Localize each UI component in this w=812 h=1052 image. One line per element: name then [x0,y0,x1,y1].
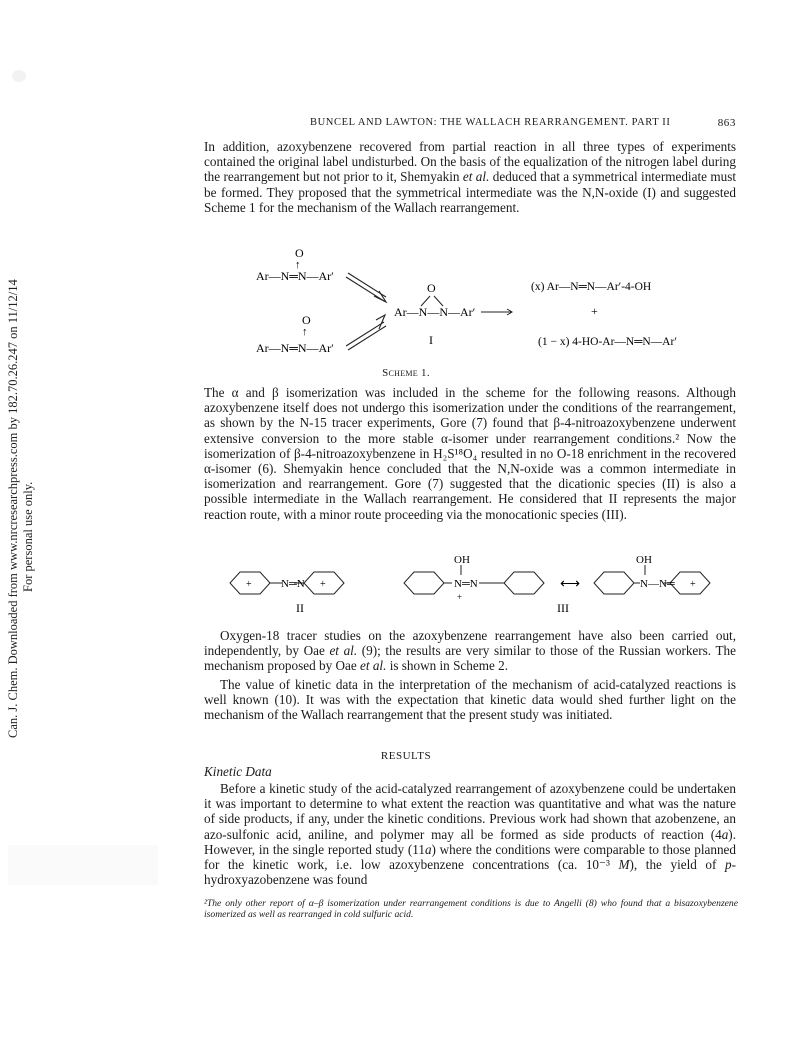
scan-artifact [8,845,158,885]
dication-azo: N═N [281,578,305,590]
personal-use-notice: For personal use only. [21,481,35,592]
paragraph-5-unit: M [618,857,630,873]
paragraph-5-ref-a: a [721,826,729,842]
paragraph-5 [204,781,736,887]
running-header [204,117,736,133]
ring-charge: + [690,579,696,590]
results-heading: RESULTS [380,750,432,762]
paragraph-5-text-a: Before a kinetic study of the acid-catalyzed rearrangement of azoxybenzene could be undertaken it was important to determine to what extent the reaction was quantitative and what was the nature of side products, if any, under the kinetic conditions. Previous work had shown that azobenzene, an azo-sulfonic acid, aniline, and polymer may all be formed as side products of reaction (4 [204,781,736,842]
monocation-azo-right: N—N═ [640,578,675,590]
footnote: ²The only other report of α–β isomerization under rearrangement conditions is due to Angelli (8) who found that a bisazoxybenzene isomerized as well as rearranged in cold sulfuric acid. [204,898,738,920]
paragraph-1 [204,139,736,215]
download-watermark [2,200,35,760]
oxide-oxygen: O [427,281,436,295]
nitrogen-charge: + [457,592,463,602]
bottom-reactant-oxygen: O [302,313,311,327]
paragraph-3 [204,628,736,674]
oxide-intermediate: Ar—N—N—Ar′ [394,305,476,319]
running-title: BUNCEL AND LAWTON: THE WALLACH REARRANGEMENT. PART II [310,117,671,128]
product-alternate: (1 − x) 4-HO-Ar—N═N—Ar′ [538,336,677,348]
paragraph-5-text-c: ) where the conditions were comparable to those planned for the kinetic work, i.e. low azoxybenzene concentrations (ca. 10⁻³ [204,841,736,873]
top-reactant-oxygen: O [295,246,304,260]
paragraph-5-text-b: ). However, in the single reported study (11 [204,826,736,857]
paragraph-3-et-al-1: et al. [329,643,358,659]
structures-II-III-diagram [204,552,736,616]
top-reactant: Ar—N═N—Ar′ [256,269,334,283]
page-number: 863 [717,117,736,129]
oxide-label: I [429,333,433,347]
paragraph-3-text-c: is shown in Scheme 2. [386,658,509,674]
scheme-1-diagram [204,244,736,364]
kinetic-data-subheading: Kinetic Data [204,764,272,779]
paragraph-1-text-a: In addition, azoxybenzene recovered from partial reaction in all three types of experiments contained the original label undisturbed. On the basis of the equalization of the nitrogen label during the rearrangement but not prior to it, Shemyakin [204,139,736,185]
paragraph-4: The value of kinetic data in the interpretation of the mechanism of acid-catalyzed reactions is well known (10). It was with the expectation that kinetic data would shed further light on the mechanism of the Wallach rearrangement that the present study was initiated. [204,677,736,723]
paragraph-3-text-b: (9); the results are very similar to those of the Russian workers. The mechanism proposed by Oae [204,643,736,674]
monocation-azo-left: N═N [454,578,478,590]
paragraph-1-et-al: et al. [462,169,490,185]
paragraph-5-text-e: -hydroxyazobenzene was found [204,857,736,888]
top-reactant-arrow: ↑ [295,259,301,271]
scheme-1-caption [0,367,812,379]
hydroxy-right: OH [636,554,652,566]
paragraph-3-text-a: Oxygen-18 tracer studies on the azoxybenzene rearrangement have also been carried out, independently, by Oae [204,628,736,659]
paragraph-1-text-b: deduced that a symmetrical intermediate must be formed. They proposed that the symmetrical intermediate was the N,N-oxide (I) and suggested Scheme 1 for the mechanism of the Wallach rearrangement. [204,169,736,215]
paragraph-5-ref-b: a [424,841,432,857]
structure-III-label: III [557,601,569,615]
product-plus: + [591,304,598,318]
download-notice: Can. J. Chem. Downloaded from www.nrcresearchpress.com by 182.70.26.247 on 11/12/14 [6,279,20,738]
product-para-hydroxy: (x) Ar—N═N—Ar′-4-OH [531,281,652,293]
paragraph-5-text-d: ), the yield of [629,857,725,873]
paragraph-2: The α and β isomerization was included in the scheme for the following reasons. Although azoxybenzene itself does not undergo this isomerization under the conditions of the rearrangement, as shown by the N-15 tracer experiments, Gore (7) found that β-4-nitroazoxybenzene underwent extensive conversion to the more stable α-isomer under rearrangement conditions.² Now the isomerization of β-4-nitroazoxybenzene in H₂S¹⁸O₄ resulted in no O-18 enrichment in the recovered α-isomer (6). Shemyakin hence concluded that the N,N-oxide was a common intermediate in isomerization and rearrangement. Gore (7) suggested that the dicationic species (II) is also a possible intermediate in the Wallach rearrangement. He considered that II represents the major reaction route, with a minor route proceeding via the monocationic species (III). [204,385,736,522]
structure-II-label: II [296,601,304,615]
resonance-arrow: ⟷ [560,577,581,592]
paragraph-5-para-prefix: p [725,857,732,873]
ring-charge: + [246,579,252,590]
bottom-reactant: Ar—N═N—Ar′ [256,341,334,355]
converging-double-arrows [346,273,386,350]
paragraph-3-et-al-2: et al. [360,658,387,674]
scheme-1-caption-text: Scheme 1. [382,367,430,379]
hydroxy-left: OH [454,554,470,566]
bottom-reactant-arrow: ↑ [302,326,308,338]
scan-artifact [12,70,26,82]
reaction-arrow [481,309,512,315]
ring-charge: + [320,579,326,590]
